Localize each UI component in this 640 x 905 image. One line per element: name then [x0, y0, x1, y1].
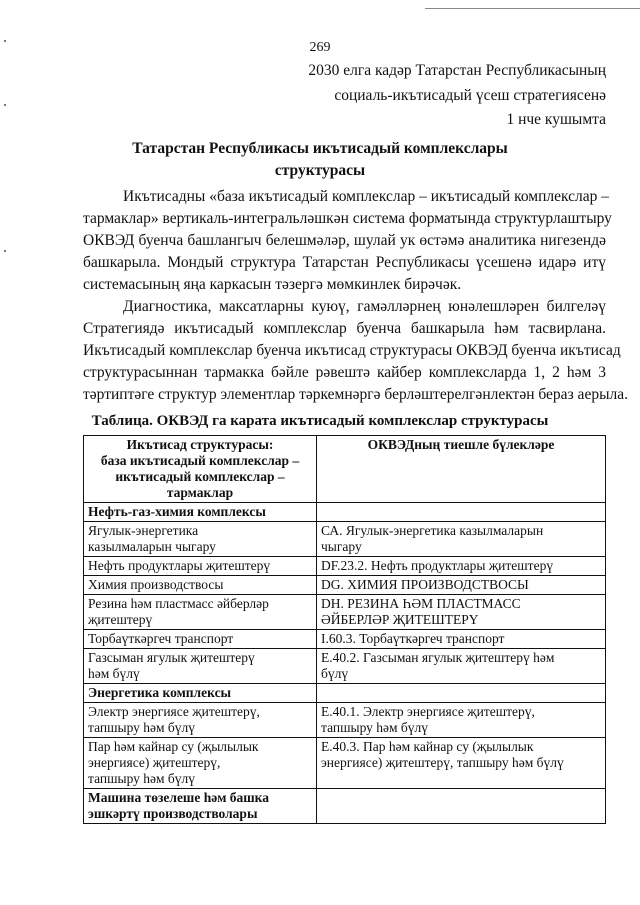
table-row: [84, 557, 606, 576]
branch-cell: Химия производствосы: [84, 576, 317, 595]
branch-cell: Пар һәм кайнар су (җылылык энергиясе) җитештерү, тапшыру һәм бүлү: [84, 738, 317, 789]
okved-cell: Е.40.2. Газсыман ягулык җитештерү һәм бүлү: [317, 649, 606, 684]
branch-cell: Нефть продуктлары җитештерү: [84, 557, 317, 576]
paragraph-line: тәртиптәге структур элементлар тәркемнәргә берләштерелгәнлектән бераз аерыла.: [83, 386, 628, 403]
okved-cell: DF.23.2. Нефть продуктлары җитештерү: [317, 557, 606, 576]
branch-cell: Электр энергиясе җитештерү, тапшыру һәм бүлү: [84, 703, 317, 738]
table-row: [84, 576, 606, 595]
okved-cell: Е.40.1. Электр энергиясе җитештерү, тапшыру һәм бүлү: [317, 703, 606, 738]
okved-cell: I.60.3. Торбаүткәргеч транспорт: [317, 630, 606, 649]
paragraph-line: тармаклар» вертикаль-интегральләшкән система форматында структурлаштыру: [83, 210, 612, 227]
structure-table: [83, 435, 606, 824]
table-header-row: [84, 436, 606, 503]
header-line-3: 1 нче кушымта: [506, 111, 606, 128]
margin-mark: [4, 104, 6, 106]
header-text: Икътисад структурасы:: [126, 437, 274, 452]
document-title-line-2: структурасы: [274, 162, 366, 179]
okved-cell: DG. ХИМИЯ ПРОИЗВОДСТВОСЫ: [317, 576, 606, 595]
branch-cell: Резина һәм пластмасс әйберләр җитештерү: [84, 595, 317, 630]
header-text: икътисадый комплекслар –: [115, 469, 285, 484]
section-row: [84, 789, 606, 824]
table-row: [84, 649, 606, 684]
header-cell-okved: ОКВЭДның тиешле бүлекләре: [317, 436, 606, 503]
paragraph-line: ОКВЭД буенча башлангыч белешмәләр, шулай ук өстәмә аналитика нигезендә: [83, 232, 606, 249]
paragraph-line: системасының яңа каркасын тәзергә мөмкинлек бирәчәк.: [83, 276, 462, 293]
header-cell-structure: [84, 436, 317, 503]
header-line-2: социаль-икътисадый үсеш стратегиясенә: [334, 87, 606, 104]
okved-cell: СА. Ягулык-энергетика казылмаларын чыгару: [317, 522, 606, 557]
table-caption: Таблица. ОКВЭД га карата икътисадый комплекслар структурасы: [91, 413, 549, 429]
paragraph-line: Икътисадны «база икътисадый комплекслар – икътисадый комплекслар –: [123, 188, 610, 205]
paragraph-line: структурасыннан тармакка бәйле рәвештә кайбер комплексларда 1, 2 һәм 3: [83, 364, 606, 381]
okved-cell: Е.40.3. Пар һәм кайнар су (җылылык энергиясе) җитештерү, тапшыру һәм бүлү: [317, 738, 606, 789]
table-row: [84, 703, 606, 738]
table-row: [84, 595, 606, 630]
branch-cell: Торбаүткәргеч транспорт: [84, 630, 317, 649]
empty-cell: [317, 789, 606, 824]
paragraph-1: [83, 186, 612, 296]
paragraph-line: Икътисадый комплекслар буенча икътисад структурасы ОКВЭД буенча икътисад: [83, 342, 621, 359]
table-row: [84, 522, 606, 557]
table-row: [84, 630, 606, 649]
section-name: Энергетика комплексы: [84, 684, 317, 703]
document-title-line-1: Татарстан Республикасы икътисадый комплекслары: [132, 140, 508, 157]
paragraph-line: башкарыла. Мондый структура Татарстан Республикасы үсешенә идарә итү: [83, 254, 606, 271]
margin-mark: [4, 250, 6, 252]
paragraph-2: [83, 296, 628, 406]
okved-cell: DH. РЕЗИНА ҺӘМ ПЛАСТМАСС ӘЙБЕРЛӘР ҖИТЕШТЕРҮ: [317, 595, 606, 630]
paragraph-line: Стратегиядә икътисадый комплекслар буенча башкарыла һәм тасвирлана.: [83, 320, 606, 337]
top-edge-line: [425, 8, 640, 9]
paragraph-line: Диагностика, максатларны куюү, гамәлләрнең юнәлешләрен билгеләү: [123, 298, 606, 315]
empty-cell: [317, 684, 606, 703]
empty-cell: [317, 503, 606, 522]
header-text: тармаклар: [166, 485, 234, 500]
section-row: [84, 684, 606, 703]
section-row: [84, 503, 606, 522]
page-number: 269: [309, 40, 331, 55]
branch-cell: Газсыман ягулык җитештерү һәм бүлү: [84, 649, 317, 684]
header-line-1: 2030 елга кадәр Татарстан Республикасының: [308, 62, 606, 79]
section-name: Нефть-газ-химия комплексы: [84, 503, 317, 522]
table-row: [84, 738, 606, 789]
branch-cell: Ягулык-энергетика казылмаларын чыгару: [84, 522, 317, 557]
header-text: база икътисадый комплекслар –: [100, 453, 300, 468]
section-name: Машина төзелеше һәм башка эшкәртү производстволары: [84, 789, 317, 824]
